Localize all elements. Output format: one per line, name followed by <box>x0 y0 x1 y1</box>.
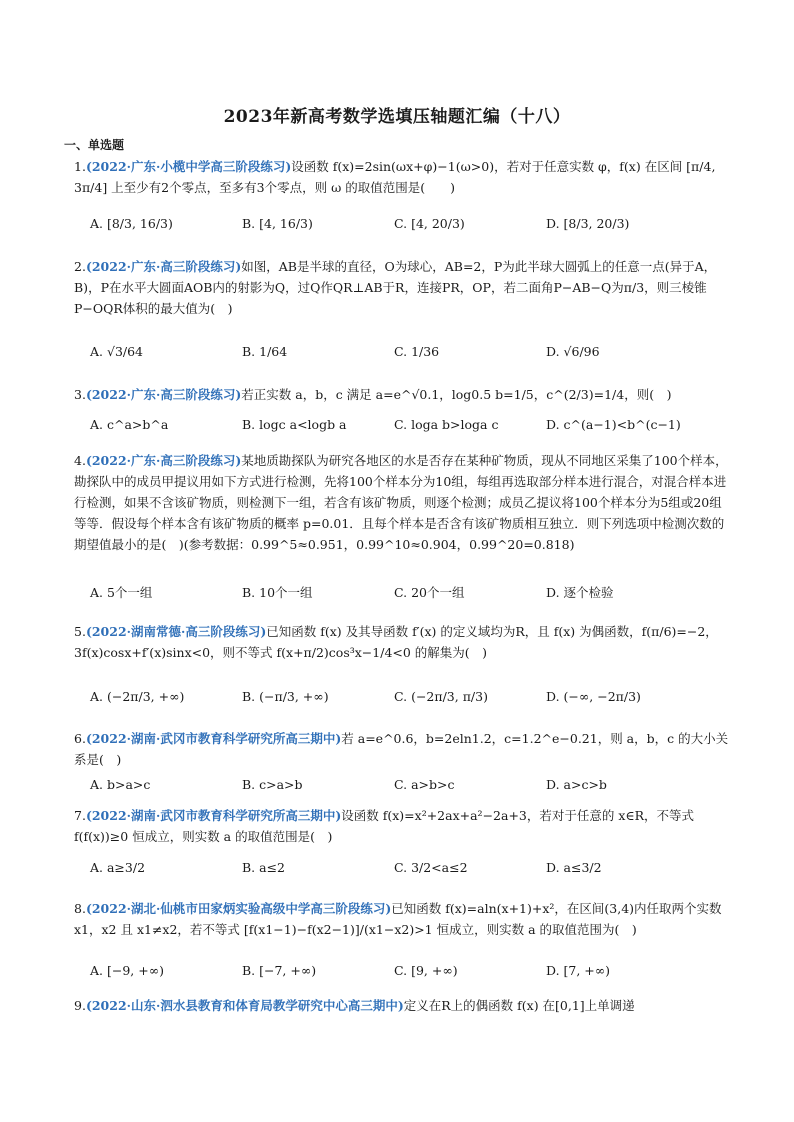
option-a: A. (−2π/3, +∞) <box>90 689 185 704</box>
question-number: 1. <box>74 159 86 174</box>
question-5 <box>74 621 734 663</box>
option-b: B. (−π/3, +∞) <box>242 689 329 704</box>
option-a: A. 5个一组 <box>90 585 153 600</box>
option-d: D. a>c>b <box>546 777 607 792</box>
question-source: (2022·湖南·武冈市教育科学研究所高三期中) <box>85 731 342 746</box>
question-stem: 已知函数 f(x) 及其导函数 f′(x) 的定义域均为R，且 f(x) 为偶函数，f(π/6)=−2，3f(x)cosx+f′(x)sinx<0，则不等式 f(x+π/2)cos³x−1/4<0 的解集为( ) <box>74 624 718 660</box>
question-1 <box>74 156 734 198</box>
options-5 <box>90 689 730 704</box>
option-d: D. 逐个检验 <box>546 585 614 600</box>
question-number: 6. <box>74 731 86 746</box>
question-3 <box>74 384 734 405</box>
question-source: (2022·山东·泗水县教育和体育局教学研究中心高三期中) <box>85 998 404 1013</box>
question-source: (2022·广东·小榄中学高三阶段练习) <box>85 159 292 174</box>
page-title: 2023年新高考数学选填压轴题汇编（十八） <box>223 107 571 127</box>
option-d: D. c^(a−1)<b^(c−1) <box>546 417 681 432</box>
question-number: 4. <box>74 453 86 468</box>
option-c: C. 20个一组 <box>394 585 465 600</box>
option-d: D. [8/3, 20/3) <box>546 216 630 231</box>
question-8 <box>74 898 734 940</box>
question-2 <box>74 256 734 319</box>
option-c: C. [9, +∞) <box>394 963 458 978</box>
option-b: B. 10个一组 <box>242 585 313 600</box>
question-source: (2022·广东·高三阶段练习) <box>85 453 242 468</box>
question-number: 7. <box>74 808 86 823</box>
option-b: B. 1/64 <box>242 344 288 359</box>
options-8 <box>90 963 730 978</box>
option-d: D. √6/96 <box>546 344 600 359</box>
question-source: (2022·广东·高三阶段练习) <box>85 259 242 274</box>
question-9 <box>74 995 734 1016</box>
question-number: 3. <box>74 387 86 402</box>
option-c: C. 1/36 <box>394 344 440 359</box>
option-b: B. [−7, +∞) <box>242 963 317 978</box>
question-source: (2022·广东·高三阶段练习) <box>85 387 242 402</box>
question-stem: 设函数 f(x)=x²+2ax+a²−2a+3，若对于任意的 x∈R，不等式 f(f(x))≥0 恒成立，则实数 a 的取值范围是( ) <box>74 808 695 844</box>
options-6 <box>90 777 730 792</box>
question-7 <box>74 805 734 847</box>
question-number: 5. <box>74 624 86 639</box>
option-a: A. [−9, +∞) <box>90 963 164 978</box>
question-stem: 设函数 f(x)=2sin(ωx+φ)−1(ω>0)，若对于任意实数 φ，f(x) 在区间 [π/4, 3π/4] 上至少有2个零点，至多有3个零点，则 ω 的取值范围是( ) <box>74 159 716 195</box>
question-number: 9. <box>74 998 86 1013</box>
option-d: D. a≤3/2 <box>546 860 602 875</box>
option-b: B. logc a<logb a <box>242 417 347 432</box>
options-1 <box>90 216 730 231</box>
options-3 <box>90 417 730 432</box>
option-a: A. a≥3/2 <box>90 860 146 875</box>
option-b: B. a≤2 <box>242 860 286 875</box>
question-stem: 已知函数 f(x)=aln(x+1)+x²，在区间(3,4)内任取两个实数 x1，x2 且 x1≠x2，若不等式 [f(x1−1)−f(x2−1)]/(x1−x2)>1 恒成立，则实数 a 的取值范围为( ) <box>74 901 722 937</box>
option-c: C. (−2π/3, π/3) <box>394 689 488 704</box>
question-stem: 如图，AB是半球的直径，O为球心，AB=2，P为此半球大圆弧上的任意一点(异于A，B)，P在水平大圆面AOB内的射影为Q，过Q作QR⊥AB于R，连接PR，OP，若二面角P−AB−Q为π/3，则三棱锥P−OQR体积的最大值为( ) <box>74 259 717 316</box>
option-a: A. b>a>c <box>90 777 151 792</box>
section-heading: 一、单选题 <box>64 138 125 152</box>
options-4 <box>90 583 730 601</box>
question-6 <box>74 728 734 770</box>
question-number: 2. <box>74 259 86 274</box>
question-number: 8. <box>74 901 86 916</box>
question-source: (2022·湖北·仙桃市田家炳实验高级中学高三阶段练习) <box>85 901 392 916</box>
options-2 <box>90 344 730 359</box>
option-d: D. [7, +∞) <box>546 963 611 978</box>
question-stem: 定义在R上的偶函数 f(x) 在[0,1]上单调递 <box>403 998 635 1013</box>
question-source: (2022·湖南·武冈市教育科学研究所高三期中) <box>85 808 342 823</box>
option-a: A. [8/3, 16/3) <box>90 216 173 231</box>
question-stem: 若 a=e^0.6，b=2eln1.2，c=1.2^e−0.21，则 a，b，c 的大小关系是( ) <box>74 731 729 767</box>
question-source: (2022·湖南常德·高三阶段练习) <box>85 624 267 639</box>
question-stem: 若正实数 a，b，c 满足 a=e^√0.1，log0.5 b=1/5，c^(2/3)=1/4，则( ) <box>241 387 672 402</box>
option-c: C. 3/2<a≤2 <box>394 860 468 875</box>
option-a: A. c^a>b^a <box>90 417 169 432</box>
options-7 <box>90 860 730 875</box>
option-d: D. (−∞, −2π/3) <box>546 689 641 704</box>
option-b: B. c>a>b <box>242 777 303 792</box>
question-4 <box>74 450 734 555</box>
question-stem: 某地质勘探队为研究各地区的水是否存在某种矿物质，现从不同地区采集了100个样本，勘探队中的成员甲提议用如下方式进行检测，先将100个样本分为10组，每组再选取部分样本进行混合，对混合样本进行检测，如果不含该矿物质，则检测下一组，若含有该矿物质，则逐个检测；成员乙提议将100个样本分为5组或20组等等．假设每个样本含有该矿物质的概率 p=0.01．且每个样本是否含有该矿物质相互独立．则下列选项中检测次数的期望值最小的是( )(参考数据：0.99^5≈0.951，0.99^10≈0.904，0.99^20=0.818) <box>74 453 728 552</box>
option-a: A. √3/64 <box>90 344 144 359</box>
option-c: C. loga b>loga c <box>394 417 499 432</box>
option-b: B. [4, 16/3) <box>242 216 313 231</box>
option-c: C. a>b>c <box>394 777 455 792</box>
option-c: C. [4, 20/3) <box>394 216 465 231</box>
